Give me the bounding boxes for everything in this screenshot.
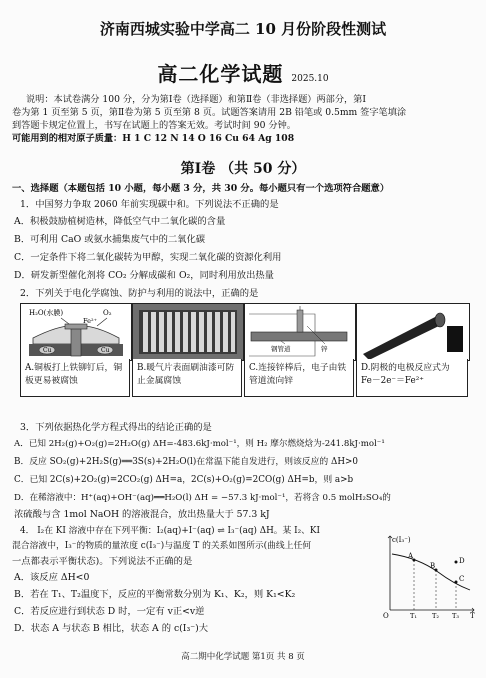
page-footer: 高二期中化学试题 第1页 共 8 页 bbox=[181, 652, 305, 662]
q4-option-a: A．该反应 ΔH<0 bbox=[14, 572, 90, 583]
q4-graph bbox=[378, 532, 478, 618]
graph-point-a: A bbox=[408, 552, 414, 560]
section-title: 第Ⅰ卷 （共 50 分） bbox=[180, 161, 306, 177]
q2-figure-b bbox=[132, 303, 244, 361]
zinc-label: 锌 bbox=[321, 345, 328, 353]
radiator-photo bbox=[133, 304, 243, 360]
q1-option-c: C．一定条件下将二氧化碳转为甲醇，实现二氧化碳的资源化利用 bbox=[14, 252, 282, 263]
q3-option-a: A．已知 2H₂(g)+O₂(g)=2H₂O(g) ΔH=-483.6kJ·mol⁻¹，则 H₂ 摩尔燃烧焓为-241.8kJ·mol⁻¹ bbox=[14, 439, 385, 449]
q3-option-d-cont: 浓硫酸与含 1mol NaOH 的溶液混合，放出热量大于 57.3 kJ bbox=[14, 509, 270, 520]
q4-stem-3: 一点都表示平衡状态)。下列说法不正确的是 bbox=[12, 556, 193, 567]
q4-option-d: D．状态 A 与状态 B 相比，状态 A 的 c(I₃⁻)大 bbox=[14, 623, 209, 634]
q4-option-c: C．若反应进行到状态 D 时，一定有 v正<v逆 bbox=[14, 606, 205, 617]
q1-option-b: B．可利用 CaO 或氨水捕集废气中的二氧化碳 bbox=[14, 234, 206, 245]
instruction-line-1: 说明：本试卷满分 100 分，分为第Ⅰ卷（选择题）和第Ⅱ卷（非选择题）两部分，第Ⅰ bbox=[26, 94, 367, 105]
q3-option-b: B．反应 SO₂(g)+2H₂S(g)══3S(s)+2H₂O(l)在常温下能自发进行，则该反应的 ΔH>0 bbox=[14, 457, 358, 467]
pipe-electrode-photo bbox=[357, 304, 469, 360]
q3-option-d: D．在稀溶液中：H⁺(aq)+OH⁻(aq)══H₂O(l) ΔH = −57.3 kJ·mol⁻¹，若将含 0.5 molH₂SO₄的 bbox=[14, 493, 391, 503]
q4-stem-1: 4． I₂在 KI 溶液中存在下列平衡：I₂(aq)+I⁻(aq) ⇌ I₃⁻(aq) ΔH。某 I₂、KI bbox=[20, 526, 320, 536]
graph-point-c: C bbox=[459, 575, 465, 583]
q2-figure-row bbox=[20, 303, 470, 398]
graph-point-b: B bbox=[430, 562, 436, 570]
graph-origin: O bbox=[383, 612, 389, 618]
graph-tick-t1: T₁ bbox=[410, 612, 417, 618]
q1-option-d: D．研发新型催化剂将 CO₂ 分解成碳和 O₂，同时利用放出热量 bbox=[14, 270, 274, 281]
section-instruction: 一、选择题（本题包括 10 小题，每小题 3 分，共 30 分。每小题只有一个选项符合题意） bbox=[12, 183, 390, 194]
corrosion-diagram bbox=[21, 304, 131, 360]
instruction-line-2: 卷为第 1 页至第 5 页，第Ⅱ卷为第 5 页至第 8 页。试题答案请用 2B 铅笔或 0.5mm 签字笔填涂 bbox=[12, 107, 407, 118]
atomic-masses: 可能用到的相对原子质量：H 1 C 12 N 14 O 16 Cu 64 Ag 108 bbox=[12, 133, 295, 144]
steel-pipe-label: 钢管道 bbox=[271, 345, 291, 353]
school-title: 济南西城实验中学高二 10 月份阶段性测试 bbox=[99, 20, 387, 38]
graph-x-label: T bbox=[470, 612, 475, 618]
cu-label-left: Cu bbox=[43, 347, 52, 354]
graph-tick-t3: T₃ bbox=[452, 612, 459, 618]
pipe-zinc-diagram bbox=[245, 304, 355, 360]
exam-date: 2025.10 bbox=[291, 74, 329, 84]
graph-tick-t2: T₂ bbox=[432, 612, 439, 618]
q2-stem: 2．下列关于电化学腐蚀、防护与利用的说法中，正确的是 bbox=[20, 288, 259, 299]
iron-ion-label: Fe²⁺ bbox=[83, 317, 98, 325]
water-film-label: H₂O(水膜) bbox=[29, 309, 64, 317]
cu-label-right: Cu bbox=[101, 347, 110, 354]
graph-point-d: D bbox=[459, 557, 465, 565]
q1-option-a: A．积极鼓励植树造林，降低空气中二氧化碳的含量 bbox=[14, 216, 226, 227]
q2-caption-c: C.连接锌棒后，电子由铁管道流向锌 bbox=[244, 359, 354, 397]
q2-caption-b: B.暖气片表面刷油漆可防止金属腐蚀 bbox=[132, 359, 242, 397]
q2-figure-d bbox=[356, 303, 470, 361]
q3-option-c: C．已知 2C(s)+2O₂(g)=2CO₂(g) ΔH=a，2C(s)+O₂(g)=2CO(g) ΔH=b，则 a>b bbox=[14, 475, 354, 485]
q3-stem: 3．下列依据热化学方程式得出的结论正确的是 bbox=[20, 422, 212, 433]
q2-caption-a: A.铜板打上铁铆钉后，铜板更易被腐蚀 bbox=[20, 359, 130, 397]
q4-stem-2: 混合溶液中，I₃⁻的物质的量浓度 c(I₃⁻)与温度 T 的关系如图所示(曲线上任何 bbox=[12, 541, 312, 551]
graph-y-label: c(I₃⁻) bbox=[392, 536, 411, 544]
q2-figure-c bbox=[244, 303, 356, 361]
q4-option-b: B．若在 T₁、T₂温度下，反应的平衡常数分别为 K₁、K₂，则 K₁<K₂ bbox=[14, 589, 296, 600]
q2-caption-d: D.阴极的电极反应式为 Fe－2e⁻＝Fe²⁺ bbox=[356, 359, 468, 397]
q1-stem: 1．中国努力争取 2060 年前实现碳中和。下列说法不正确的是 bbox=[20, 199, 279, 210]
q2-figure-a bbox=[20, 303, 132, 361]
exam-title-line bbox=[0, 58, 486, 87]
exam-title: 高二化学试题 bbox=[157, 62, 284, 86]
oxygen-label: O₂ bbox=[103, 309, 112, 317]
instruction-line-3: 到答题卡规定位置上，书写在试题上的答案无效。考试时间 90 分钟。 bbox=[12, 120, 296, 131]
